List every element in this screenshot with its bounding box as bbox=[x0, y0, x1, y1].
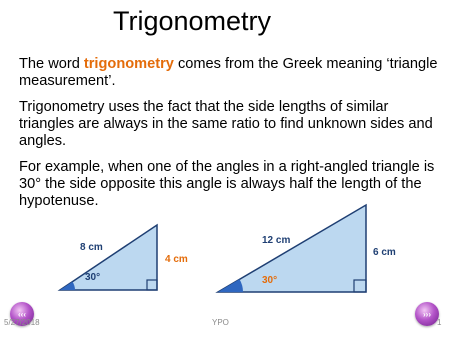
small-triangle-shape bbox=[60, 225, 157, 290]
small-triangle bbox=[60, 225, 188, 290]
back-arrows-icon[interactable]: ‹‹‹ bbox=[10, 302, 34, 326]
large-angle-label: 30° bbox=[262, 275, 278, 286]
large-triangle-shape bbox=[218, 205, 366, 292]
large-hypotenuse-label: 12 cm bbox=[262, 235, 291, 246]
footer-center-text: YPO bbox=[212, 318, 229, 327]
page-number: 1 bbox=[437, 318, 442, 327]
forward-arrows-icon[interactable]: ››› bbox=[415, 302, 439, 326]
paragraph-example: For example, when one of the angles in a right-angled triangle is 30° the side opposite this angle is always half the length of the hypotenuse. bbox=[19, 159, 435, 209]
large-opposite-label: 6 cm bbox=[373, 247, 396, 258]
footer-date: 5/27/2018 bbox=[4, 318, 40, 327]
keyword-trigonometry: trigonometry bbox=[83, 56, 174, 72]
p1-text-after: comes from the Greek meaning ‘triangle measurement’. bbox=[19, 56, 438, 89]
large-triangle bbox=[218, 205, 396, 292]
paragraph-similar-triangles: Trigonometry uses the fact that the side lengths of similar triangles are always in the same ratio to find unknown sides and angles. bbox=[19, 99, 433, 149]
p1-text-before: The word bbox=[19, 56, 84, 72]
small-angle-label: 30° bbox=[85, 272, 101, 283]
small-hypotenuse-label: 8 cm bbox=[80, 242, 103, 253]
small-angle-marker bbox=[60, 282, 75, 290]
small-opposite-label: 4 cm bbox=[165, 254, 188, 265]
slide-title: Trigonometry bbox=[112, 6, 272, 36]
large-angle-marker bbox=[218, 279, 243, 292]
